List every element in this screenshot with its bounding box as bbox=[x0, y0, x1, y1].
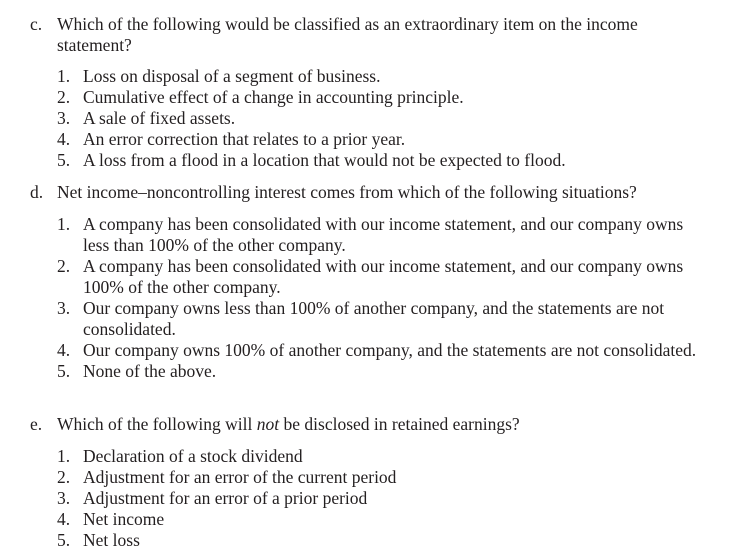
option-text: Net loss bbox=[83, 530, 140, 550]
option-number: 5. bbox=[57, 150, 71, 170]
option-item bbox=[0, 467, 734, 488]
question-text-after: be disclosed in retained earnings? bbox=[279, 414, 520, 434]
option-number: 1. bbox=[57, 446, 71, 466]
question-text: Net income–noncontrolling interest comes from which of the following situations? bbox=[57, 182, 637, 202]
question-e bbox=[0, 414, 734, 551]
option-item bbox=[0, 340, 734, 361]
option-text: None of the above. bbox=[83, 361, 217, 381]
option-text: Declaration of a stock dividend bbox=[83, 446, 303, 466]
question-text: Which of the following would be classified as an extraordinary item on the income statement? bbox=[57, 14, 638, 55]
option-list bbox=[0, 66, 734, 171]
option-item bbox=[0, 214, 734, 256]
option-number: 2. bbox=[57, 256, 71, 276]
option-number: 3. bbox=[57, 298, 71, 318]
option-item bbox=[0, 87, 734, 108]
option-text: Net income bbox=[83, 509, 165, 529]
option-item bbox=[0, 298, 734, 340]
option-text: A sale of fixed assets. bbox=[83, 108, 236, 128]
option-number: 5. bbox=[57, 361, 71, 381]
option-list bbox=[0, 214, 734, 382]
option-number: 4. bbox=[57, 509, 71, 529]
option-text: Adjustment for an error of a prior period bbox=[83, 488, 368, 508]
option-number: 5. bbox=[57, 530, 71, 550]
option-text: Loss on disposal of a segment of business. bbox=[83, 66, 381, 86]
option-item bbox=[0, 129, 734, 150]
option-item bbox=[0, 108, 734, 129]
option-text: Our company owns 100% of another company, and the statements are not consolidated. bbox=[83, 340, 697, 360]
question-c bbox=[0, 14, 734, 171]
option-number: 3. bbox=[57, 108, 71, 128]
option-text: An error correction that relates to a prior year. bbox=[83, 129, 406, 149]
option-item bbox=[0, 509, 734, 530]
question-text-emphasis: not bbox=[256, 414, 280, 434]
option-item bbox=[0, 150, 734, 171]
option-text: Our company owns less than 100% of another company, and the statements are not consolidated. bbox=[83, 298, 665, 339]
question-stem bbox=[0, 414, 734, 435]
question-stem bbox=[0, 14, 734, 56]
option-number: 1. bbox=[57, 66, 71, 86]
question-text-before: Which of the following will bbox=[57, 414, 257, 434]
option-number: 4. bbox=[57, 129, 71, 149]
option-text: A company has been consolidated with our income statement, and our company owns less than 100% of the other company. bbox=[83, 214, 684, 255]
option-list bbox=[0, 446, 734, 551]
option-number: 4. bbox=[57, 340, 71, 360]
question-stem bbox=[0, 182, 734, 203]
question-letter: c. bbox=[30, 14, 43, 34]
option-item bbox=[0, 66, 734, 87]
question-letter: e. bbox=[30, 414, 43, 434]
option-number: 1. bbox=[57, 214, 71, 234]
option-text: Adjustment for an error of the current period bbox=[83, 467, 397, 487]
question-letter: d. bbox=[30, 182, 44, 202]
option-item bbox=[0, 446, 734, 467]
option-number: 2. bbox=[57, 87, 71, 107]
option-text: Cumulative effect of a change in accounting principle. bbox=[83, 87, 464, 107]
option-item bbox=[0, 361, 734, 382]
option-item bbox=[0, 488, 734, 509]
option-item bbox=[0, 530, 734, 551]
option-text: A loss from a flood in a location that would not be expected to flood. bbox=[83, 150, 566, 170]
option-item bbox=[0, 256, 734, 298]
option-number: 2. bbox=[57, 467, 71, 487]
option-text: A company has been consolidated with our income statement, and our company owns 100% of the other company. bbox=[83, 256, 684, 297]
option-number: 3. bbox=[57, 488, 71, 508]
question-d bbox=[0, 182, 734, 382]
